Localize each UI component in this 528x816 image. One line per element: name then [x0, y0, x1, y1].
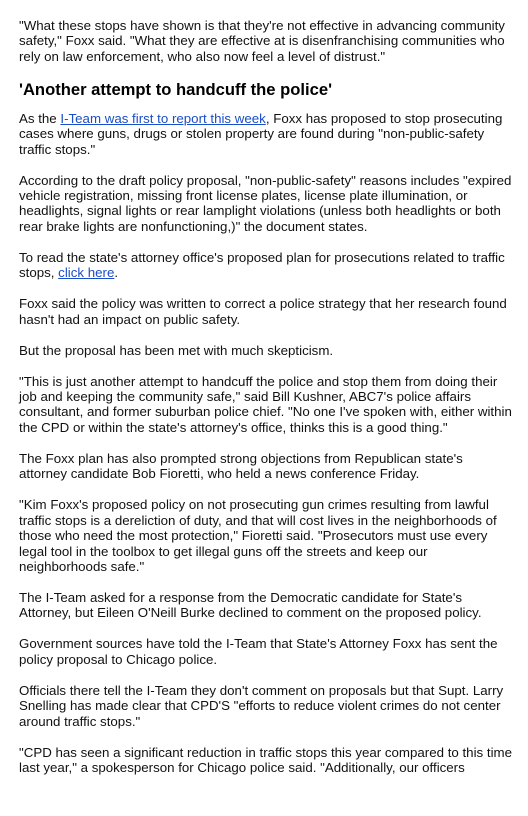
paragraph-text: As the: [19, 110, 61, 126]
iteam-report-link[interactable]: I-Team was first to report this week: [60, 110, 266, 126]
paragraph-foxx-quote: "What these stops have shown is that they're not effective in advancing community safety," Foxx said. "What they are effective at is disenfranchising communities who rely on law enforcement, who also now feel a level of distrust.": [19, 18, 505, 64]
paragraph-text: , Foxx has proposed to stop prosecuting cases where guns, drugs or stolen property are found during "non-public-safety traffic stops.": [19, 110, 503, 157]
paragraph-fioretti-quote: "Kim Foxx's proposed policy on not prosecuting gun crimes resulting from lawful traffic stops is a dereliction of duty, and that will cost lives in the neighborhoods of those who need the most protection," Fioretti said. "Prosecutors must use every legal tool in the toolbox to get illegal guns off the streets and keep our neighborhoods safe.": [19, 497, 497, 574]
paragraph-fioretti-objection: The Foxx plan has also prompted strong objections from Republican state's attorney candidate Bob Fioretti, who held a news conference Friday.: [19, 450, 463, 482]
paragraph-government-sources: Government sources have told the I-Team that State's Attorney Foxx has sent the policy proposal to Chicago police.: [19, 636, 498, 667]
paragraph-draft-policy: According to the draft policy proposal, "non-public-safety" reasons includes "expired vehicle registration, missing front license plates, license plate illumination, or headlights, signal lights or rear lamplight violations (unless both headlights or both rear brake lights are nonfunctioning,)" the document states.: [19, 172, 512, 234]
paragraph-skepticism: But the proposal has been met with much skepticism.: [19, 342, 334, 358]
paragraph-policy-purpose: Foxx said the policy was written to correct a police strategy that her research found hasn't had an impact on public safety.: [19, 296, 507, 327]
section-heading: 'Another attempt to handcuff the police': [19, 79, 333, 99]
paragraph-iteam-report: [19, 111, 512, 157]
paragraph-read-plan: [19, 250, 512, 281]
click-here-link[interactable]: click here: [58, 265, 115, 281]
paragraph-text: .: [114, 265, 119, 281]
paragraph-kushner-quote: "This is just another attempt to handcuff the police and stop them from doing their job and keeping the community safe," said Bill Kushner, ABC7's police affairs consultant, and former suburban police chief. "No one I've spoken with, either within the CPD or within the state's attorney's office, thinks this is a good thing.": [19, 373, 512, 435]
paragraph-cpd-spokesperson: "CPD has seen a significant reduction in traffic stops this year compared to this time last year," a spokesperson for Chicago police said. "Additionally, our officers: [19, 744, 512, 775]
paragraph-burke-response: The I-Team asked for a response from the Democratic candidate for State's Attorney, but Eileen O'Neill Burke declined to comment on the proposed policy.: [19, 589, 482, 621]
paragraph-cpd-officials: Officials there tell the I-Team they don't comment on proposals but that Supt. Larry Snelling has made clear that CPD'S "efforts to reduce violent crimes do not center around traffic stops.": [19, 682, 504, 729]
paragraph-text: To read the state's attorney office's proposed plan for prosecutions related to traffic stops,: [19, 249, 505, 281]
